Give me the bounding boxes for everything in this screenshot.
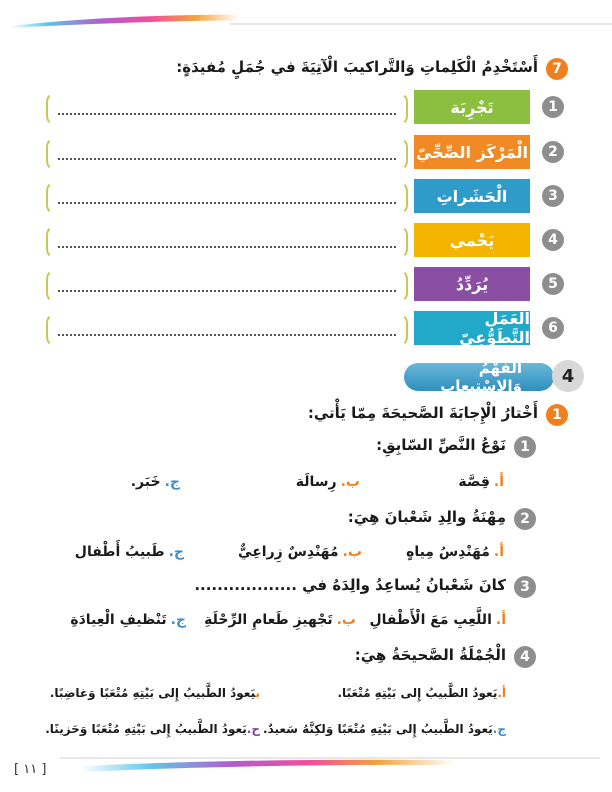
q4-option-d[interactable] xyxy=(28,722,260,736)
q3-option-a-letter: أ. xyxy=(495,612,506,628)
bottom-decorative-bar xyxy=(0,752,612,776)
q4-option-d-text: يَعودُ الطَّبيبُ إِلى بَيْتِهِ مُتْعَبًا وَحَزينًا. xyxy=(45,722,247,736)
q1-option-a-text: قِصَّة xyxy=(458,474,490,490)
answer-line-5[interactable] xyxy=(46,269,408,303)
exercise-7-number: 7 xyxy=(546,58,568,80)
q4-option-c-letter: ج. xyxy=(492,722,506,736)
q1-option-c-text: خَبَر. xyxy=(130,474,161,490)
question-3-number: 3 xyxy=(514,576,536,598)
section-4-number: 4 xyxy=(552,360,584,392)
q2-option-a-letter: أ. xyxy=(493,544,504,560)
q1-option-c-letter: ج. xyxy=(164,474,180,490)
q3-option-c-letter: ج. xyxy=(170,612,186,628)
word-box-2: الْمَرْكَز الصِّحِّيّ xyxy=(414,135,530,169)
q2-option-b-text: مُهَنْدِسٌ زِراعِيٌّ xyxy=(238,544,339,560)
question-4-number: 4 xyxy=(514,646,536,668)
item-number-4: 4 xyxy=(542,229,564,251)
page-number: [ ١١ ] xyxy=(14,762,47,777)
q4-option-a[interactable] xyxy=(318,686,506,700)
answer-line-1[interactable] xyxy=(46,92,408,126)
q1-option-b-letter: ب. xyxy=(340,474,360,490)
section-4-title: الْفَهْمُ وَالِاسْتيعابِ xyxy=(404,363,554,391)
q3-option-a[interactable] xyxy=(366,612,506,628)
q3-option-a-text: اللَّعِبِ مَعَ الْأَطْفالِ xyxy=(369,612,492,628)
exercise-1-instruction: أَخْتارُ الْإِجابَةَ الصَّحيحَةَ مِمّا يَأْتي: xyxy=(307,404,538,422)
question-2-text: مِهْنَةُ والِدِ شَعْبانَ هِيَ: xyxy=(347,508,506,526)
question-2-number: 2 xyxy=(514,508,536,530)
q4-option-a-letter: أ. xyxy=(497,686,506,700)
q4-option-b-letter: ب xyxy=(255,686,260,700)
q1-option-b[interactable] xyxy=(250,474,360,490)
q3-option-c-text: تَنْظيفِ الْعِيادَةِ xyxy=(70,612,167,628)
word-box-1: تَجْرِبَة xyxy=(414,90,530,124)
q4-option-c-text: يَعودُ الطَّبيبُ إِلى بَيْتِهِ مُتْعَبًا وَلكِنَّهُ سَعيدٌ. xyxy=(263,722,493,736)
q4-option-a-text: يَعودُ الطَّبيبُ إِلى بَيْتِهِ مُتْعَبًا. xyxy=(337,686,498,700)
exercise-7-instruction: أَسْتَخْدِمُ الْكَلِماتِ وَالتَّراكيبَ الْآتِيَةَ في جُمَلٍ مُفيدَةٍ: xyxy=(176,58,538,76)
word-box-4: يَحْمي xyxy=(414,223,530,257)
item-number-5: 5 xyxy=(542,273,564,295)
q3-option-c[interactable] xyxy=(60,612,186,628)
q1-option-a-letter: أ. xyxy=(493,474,504,490)
q2-option-c-text: طَبيبُ أَطْفال xyxy=(74,544,165,560)
q1-option-c[interactable] xyxy=(100,474,180,490)
question-1-text: نَوْعُ النَّصِّ السّابِقِ: xyxy=(376,436,506,454)
top-decorative-bar xyxy=(0,6,612,30)
answer-line-6[interactable] xyxy=(46,313,408,347)
q3-option-b-letter: ب. xyxy=(336,612,356,628)
question-1-number: 1 xyxy=(514,436,536,458)
q2-option-a[interactable] xyxy=(390,544,504,560)
q4-option-c[interactable] xyxy=(263,722,506,736)
word-box-6: الْعَمَل التَّطَوُّعِيّ xyxy=(414,311,530,345)
q2-option-a-text: مُهَنْدِسُ مِياهٍ xyxy=(406,544,490,560)
item-number-3: 3 xyxy=(542,185,564,207)
item-number-6: 6 xyxy=(542,317,564,339)
exercise-1-number: 1 xyxy=(546,404,568,426)
q4-option-b[interactable] xyxy=(28,686,260,700)
q3-option-b-text: تَجْهيزِ طَعامِ الرِّحْلَةِ xyxy=(204,612,333,628)
item-number-1: 1 xyxy=(542,96,564,118)
q4-option-b-text: يَعودُ الطَّبيبُ إِلى بَيْتِهِ مُتْعَبًا وَغاضِبًا. xyxy=(49,686,256,700)
word-box-3: الْحَشَراتِ xyxy=(414,179,530,213)
q3-option-b[interactable] xyxy=(198,612,356,628)
q2-option-c-letter: ج. xyxy=(168,544,184,560)
q1-option-b-text: رِسالَة xyxy=(295,474,337,490)
word-box-5: يُرَدِّدُ xyxy=(414,267,530,301)
question-3-text: كانَ شَعْبانُ يُساعِدُ والِدَهُ في .................. xyxy=(194,576,506,594)
item-number-2: 2 xyxy=(542,141,564,163)
q4-option-d-letter: ح. xyxy=(246,722,260,736)
answer-line-2[interactable] xyxy=(46,137,408,171)
answer-line-4[interactable] xyxy=(46,225,408,259)
q1-option-a[interactable] xyxy=(380,474,504,490)
answer-line-3[interactable] xyxy=(46,181,408,215)
q2-option-b[interactable] xyxy=(232,544,362,560)
q2-option-b-letter: ب. xyxy=(342,544,362,560)
q2-option-c[interactable] xyxy=(74,544,184,560)
question-4-text: الْجُمْلَةُ الصَّحيحَةُ هِيَ: xyxy=(354,646,506,664)
